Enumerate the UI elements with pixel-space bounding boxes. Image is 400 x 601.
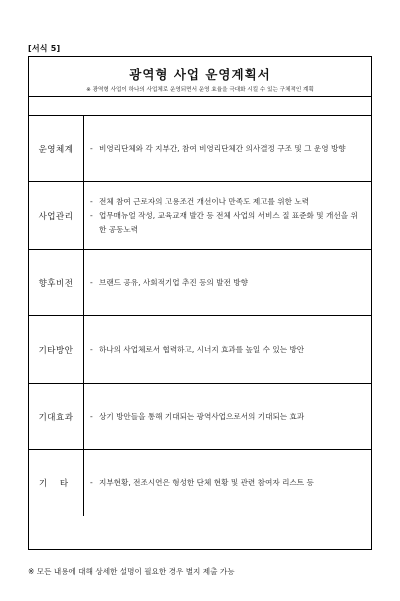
document-title: 광역형 사업 운영계획서 bbox=[129, 67, 271, 82]
row-content bbox=[84, 316, 371, 383]
dash-marker: - bbox=[90, 411, 93, 421]
title-box bbox=[29, 57, 371, 97]
item-text: 상기 방안들을 통해 기대되는 광역사업으로서의 기대되는 효과 bbox=[99, 411, 305, 421]
bottom-note: ※ 모든 내용에 대해 상세한 설명이 필요한 경우 별지 제출 가능 bbox=[28, 567, 235, 576]
row-expected-effects bbox=[29, 384, 371, 450]
dash-marker: - bbox=[90, 478, 93, 487]
row-future-vision bbox=[29, 250, 371, 316]
list-item bbox=[90, 410, 365, 424]
row-label: 기대효과 bbox=[29, 384, 84, 449]
list-item bbox=[90, 142, 365, 156]
item-text: 브랜드 공유, 사회적기업 추진 등의 발전 방향 bbox=[99, 277, 248, 287]
item-text: 지부현황, 전조시연은 형성한 단체 현황 및 관련 참여자 리스트 등 bbox=[99, 478, 314, 487]
dash-marker: - bbox=[90, 277, 93, 287]
row-etc bbox=[29, 450, 371, 516]
list-item bbox=[90, 195, 365, 209]
document-subtitle: ※ 광역형 사업이 하나의 사업체로 운영되면서 운영 효율을 극대화 시킬 수 있는 구체적인 계획 bbox=[86, 87, 314, 93]
dash-marker: - bbox=[90, 210, 93, 220]
row-content bbox=[84, 116, 371, 181]
item-text: 비영리단체와 각 지부간, 참여 비영리단체간 의사결정 구조 및 그 운영 방향 bbox=[99, 143, 346, 153]
plan-form-table bbox=[28, 56, 372, 550]
list-item bbox=[90, 343, 365, 357]
row-content bbox=[84, 182, 371, 249]
row-content bbox=[84, 384, 371, 449]
item-text: 업무매뉴얼 작성, 교육교재 발간 등 전체 사업의 서비스 질 표준화 및 개선을 위한 공동노력 bbox=[99, 210, 358, 234]
row-label: 기 타 bbox=[29, 450, 84, 516]
row-label: 기타방안 bbox=[29, 316, 84, 383]
item-text: 전체 참여 근로자의 고용조건 개선이나 만족도 제고를 위한 노력 bbox=[99, 196, 310, 206]
list-item bbox=[90, 276, 365, 290]
row-label: 사업관리 bbox=[29, 182, 84, 249]
list-item bbox=[90, 209, 365, 237]
dash-marker: - bbox=[90, 196, 93, 206]
dash-marker: - bbox=[90, 344, 93, 354]
list-item bbox=[90, 476, 365, 490]
row-label: 운영체계 bbox=[29, 116, 84, 181]
row-label: 향후비전 bbox=[29, 250, 84, 315]
row-operation-system bbox=[29, 116, 371, 182]
row-other-plans bbox=[29, 316, 371, 384]
form-label: [서식 5] bbox=[28, 44, 61, 53]
row-content bbox=[84, 250, 371, 315]
row-content bbox=[84, 450, 371, 516]
dash-marker: - bbox=[90, 143, 93, 153]
form-rows bbox=[29, 115, 371, 516]
row-project-management bbox=[29, 182, 371, 250]
item-text: 하나의 사업체로서 협력하고, 시너지 효과를 높일 수 있는 방안 bbox=[99, 344, 305, 354]
